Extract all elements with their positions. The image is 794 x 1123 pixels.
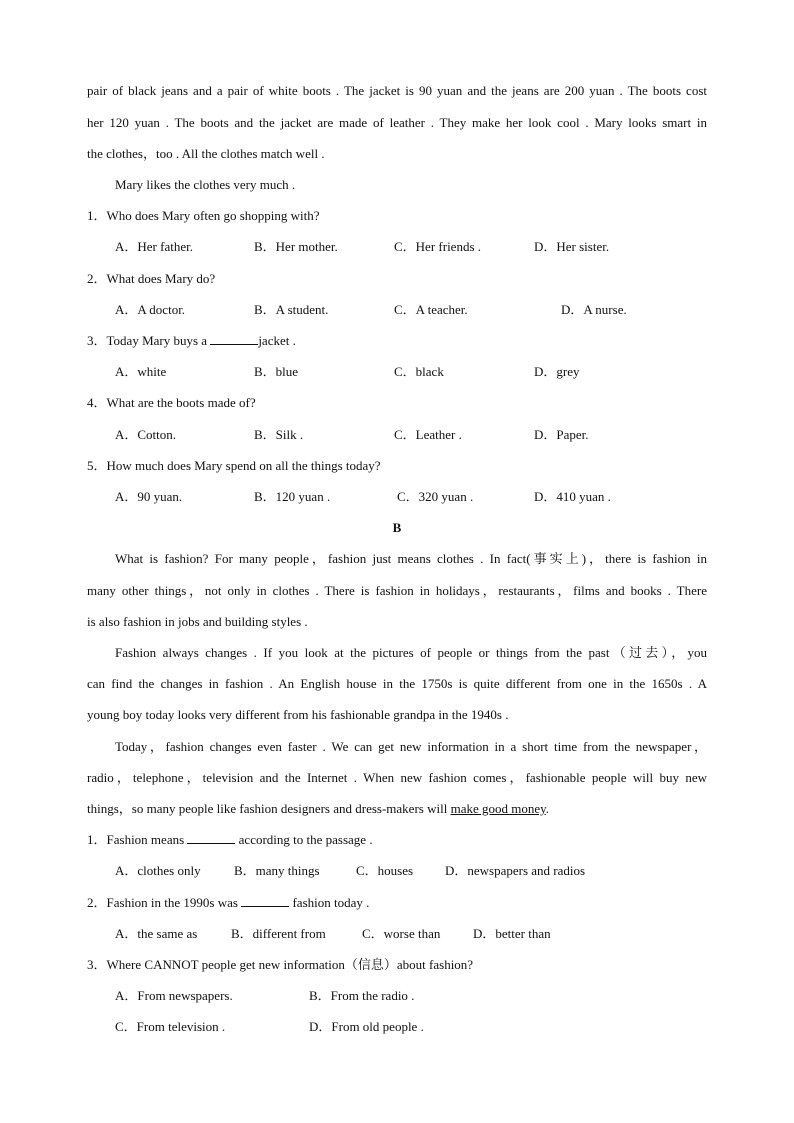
section-b-p2-line-1: Fashion always changes . If you look at the pictures of people or things from the past（过去），you <box>115 645 707 660</box>
section-b-p2-line-3: young boy today looks very different from his fashionable grandpa in the 1940s . <box>87 707 509 722</box>
question-text: How much does Mary spend on all the things today? <box>106 458 381 473</box>
question-text-after: fashion today . <box>292 895 370 910</box>
option-b1-a[interactable]: A．clothes only <box>115 863 201 878</box>
question-a2 <box>87 270 215 288</box>
question-text-before: Today Mary buys a <box>106 333 208 348</box>
question-number: 4． <box>87 395 107 410</box>
option-a5-b[interactable]: B．120 yuan . <box>254 489 331 504</box>
option-a3-b[interactable]: B．blue <box>254 364 299 379</box>
option-b3-a[interactable]: A．From newspapers. <box>115 988 233 1003</box>
option-a4-b[interactable]: B．Silk . <box>254 427 304 442</box>
section-b-p3-line-1: Today，fashion changes even faster . We can get new information in a short time from the newspaper， <box>115 739 707 754</box>
option-a2-a[interactable]: A．A doctor. <box>115 302 186 317</box>
option-a1-a[interactable]: A．Her father. <box>115 239 193 254</box>
option-a1-c[interactable]: C．Her friends . <box>394 239 482 254</box>
option-a1-d[interactable]: D．Her sister. <box>534 239 610 254</box>
section-b-p2-line-2: can find the changes in fashion . An English house in the 1750s is quite different from one in the 1650s . A <box>87 676 707 691</box>
question-b1 <box>87 831 373 849</box>
question-number: 2． <box>87 895 107 910</box>
question-number: 3． <box>87 333 107 348</box>
option-a4-a[interactable]: A．Cotton. <box>115 427 177 442</box>
option-b1-d[interactable]: D．newspapers and radios <box>445 863 586 878</box>
passage-a-line-3: the clothes，too . All the clothes match well . <box>87 146 325 161</box>
option-a3-d[interactable]: D．grey <box>534 364 580 379</box>
passage-a-closing: Mary likes the clothes very much . <box>115 177 296 192</box>
answer-blank <box>210 332 258 345</box>
option-b3-c[interactable]: C．From television . <box>115 1019 226 1034</box>
option-a2-b[interactable]: B．A student. <box>254 302 329 317</box>
option-a5-d[interactable]: D．410 yuan . <box>534 489 611 504</box>
question-a1 <box>87 207 320 225</box>
p3-text-after: . <box>545 801 550 816</box>
underlined-phrase: make good money <box>450 801 546 816</box>
option-b3-b[interactable]: B．From the radio . <box>309 988 415 1003</box>
section-b-p3-line-2: radio，telephone，television and the Internet . When new fashion comes，fashionable people will buy new <box>87 770 707 785</box>
option-b1-b[interactable]: B．many things <box>234 863 320 878</box>
option-b2-a[interactable]: A．the same as <box>115 926 198 941</box>
question-text-after: according to the passage . <box>238 832 373 847</box>
question-text: Where CANNOT people get new information（信息）about fashion? <box>106 957 474 972</box>
option-a3-a[interactable]: A．white <box>115 364 167 379</box>
question-a3 <box>87 332 296 350</box>
section-b-title: B <box>392 520 402 535</box>
option-b2-d[interactable]: D．better than <box>473 926 551 941</box>
option-a4-d[interactable]: D．Paper. <box>534 427 589 442</box>
option-a1-b[interactable]: B．Her mother. <box>254 239 338 254</box>
p3-text-before: things，so many people like fashion designers and dress-makers will <box>87 801 448 816</box>
section-b-p1-line-2: many other things，not only in clothes . There is fashion in holidays，restaurants，films and books . There <box>87 583 707 598</box>
question-b3 <box>87 956 473 974</box>
question-number: 2． <box>87 271 107 286</box>
option-a2-c[interactable]: C．A teacher. <box>394 302 468 317</box>
section-b-p1-line-1: What is fashion? For many people，fashion just means clothes . In fact(事实上)，there is fashion in <box>115 551 707 566</box>
question-number: 3． <box>87 957 107 972</box>
question-text-before: Fashion in the 1990s was <box>106 895 238 910</box>
option-a4-c[interactable]: C．Leather . <box>394 427 462 442</box>
passage-a-line-1: pair of black jeans and a pair of white boots . The jacket is 90 yuan and the jeans are 200 yuan . The boots cost <box>87 83 707 98</box>
option-b1-c[interactable]: C．houses <box>356 863 414 878</box>
question-text: Who does Mary often go shopping with? <box>106 208 320 223</box>
option-b2-c[interactable]: C．worse than <box>362 926 441 941</box>
question-b2 <box>87 894 369 912</box>
question-text-after: jacket . <box>258 333 296 348</box>
option-a2-d[interactable]: D．A nurse. <box>561 302 627 317</box>
question-text-before: Fashion means <box>106 832 185 847</box>
answer-blank <box>241 894 289 907</box>
question-number: 1． <box>87 208 107 223</box>
option-b2-b[interactable]: B．different from <box>231 926 326 941</box>
question-text: What are the boots made of? <box>106 395 256 410</box>
question-a4 <box>87 394 256 412</box>
answer-blank <box>187 831 235 844</box>
question-number: 5． <box>87 458 107 473</box>
section-b-p1-line-3: is also fashion in jobs and building styles . <box>87 614 308 629</box>
option-a5-c[interactable]: C．320 yuan . <box>397 489 474 504</box>
question-number: 1． <box>87 832 107 847</box>
question-a5 <box>87 457 381 475</box>
option-a3-c[interactable]: C．black <box>394 364 444 379</box>
option-a5-a[interactable]: A．90 yuan. <box>115 489 183 504</box>
passage-a-line-2: her 120 yuan . The boots and the jacket are made of leather . They make her look cool . Mary looks smart in <box>87 115 707 130</box>
option-b3-d[interactable]: D．From old people . <box>309 1019 424 1034</box>
question-text: What does Mary do? <box>106 271 216 286</box>
section-b-p3-line-3 <box>87 800 549 818</box>
